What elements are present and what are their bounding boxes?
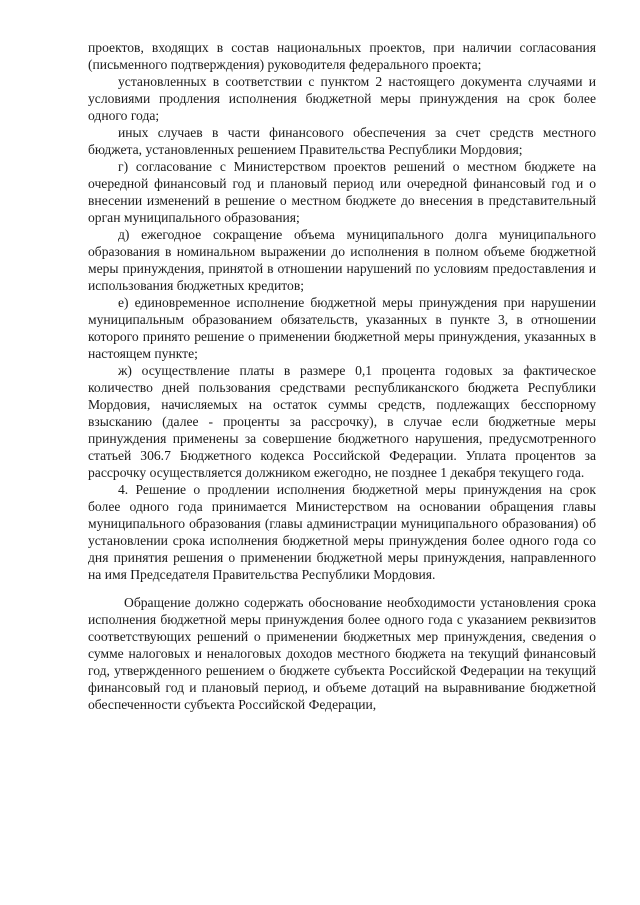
paragraph-established-cases: установленных в соответствии с пунктом 2 настоящего документа случаями и условиями продления исполнения бюджетной меры принуждения на срок более одного года; [88,74,596,123]
paragraph-item-zh: ж) осуществление платы в размере 0,1 процента годовых за фактическое количество дней пользования средствами республиканского бюджета Республики Мордовия, начисляемых на остаток суммы средств, подлежащих бесспорному взысканию (далее - проценты за рассрочку), в случае если бюджетные меры принуждения применены за совершение бюджетного нарушения, предусмотренного статьей 306.7 Бюджетного кодекса Российской Федерации. Уплата процентов за рассрочку осуществляется должником ежегодно, не позднее 1 декабря текущего года. [88,363,596,480]
paragraph-item-g: г) согласование с Министерством проектов решений о местном бюджете на очередной финансовый год и плановый период или очередной финансовый год и о внесении изменений в решение о местном бюджете до внесения в представительный орган муниципального образования; [88,159,596,225]
paragraph-projects-continuation: проектов, входящих в состав национальных проектов, при наличии согласования (письменного подтверждения) руководителя федерального проекта; [88,40,596,72]
paragraph-item-e: е) единовременное исполнение бюджетной меры принуждения при нарушении муниципальным образованием обязательств, указанных в пункте 3, в отношении которого принято решение о применении бюджетной меры принуждения, указанных в настоящем пункте; [88,295,596,361]
paragraph-item-d: д) ежегодное сокращение объема муниципального долга муниципального образования в номинальном выражении до исполнения в полном объеме бюджетной меры принуждения, принятой в отношении нарушений по условиям предоставления и использования бюджетных кредитов; [88,227,596,293]
document-body [88,39,596,713]
paragraph-section-4: 4. Решение о продлении исполнения бюджетной меры принуждения на срок более одного года принимается Министерством на основании обращения главы муниципального образования (главы администрации муниципального образования) об установлении срока исполнения бюджетной меры принуждения более одного года со дня принятия решения о применении бюджетной меры принуждения, направленного на имя Председателя Правительства Республики Мордовия. [88,482,596,582]
paragraph-other-cases: иных случаев в части финансового обеспечения за счет средств местного бюджета, установленных решением Правительства Республики Мордовия; [88,125,596,157]
paragraph-appeal-content: Обращение должно содержать обоснование необходимости установления срока исполнения бюджетной меры принуждения более одного года с указанием реквизитов соответствующих решений о применении бюджетных мер принуждения, сведения о сумме налоговых и неналоговых доходов местного бюджета на текущий финансовый год, утвержденного решением о бюджете субъекта Российской Федерации на текущий финансовый год и плановый период, и объеме дотаций на выравнивание бюджетной обеспеченности субъекта Российской Федерации, [88,595,596,712]
